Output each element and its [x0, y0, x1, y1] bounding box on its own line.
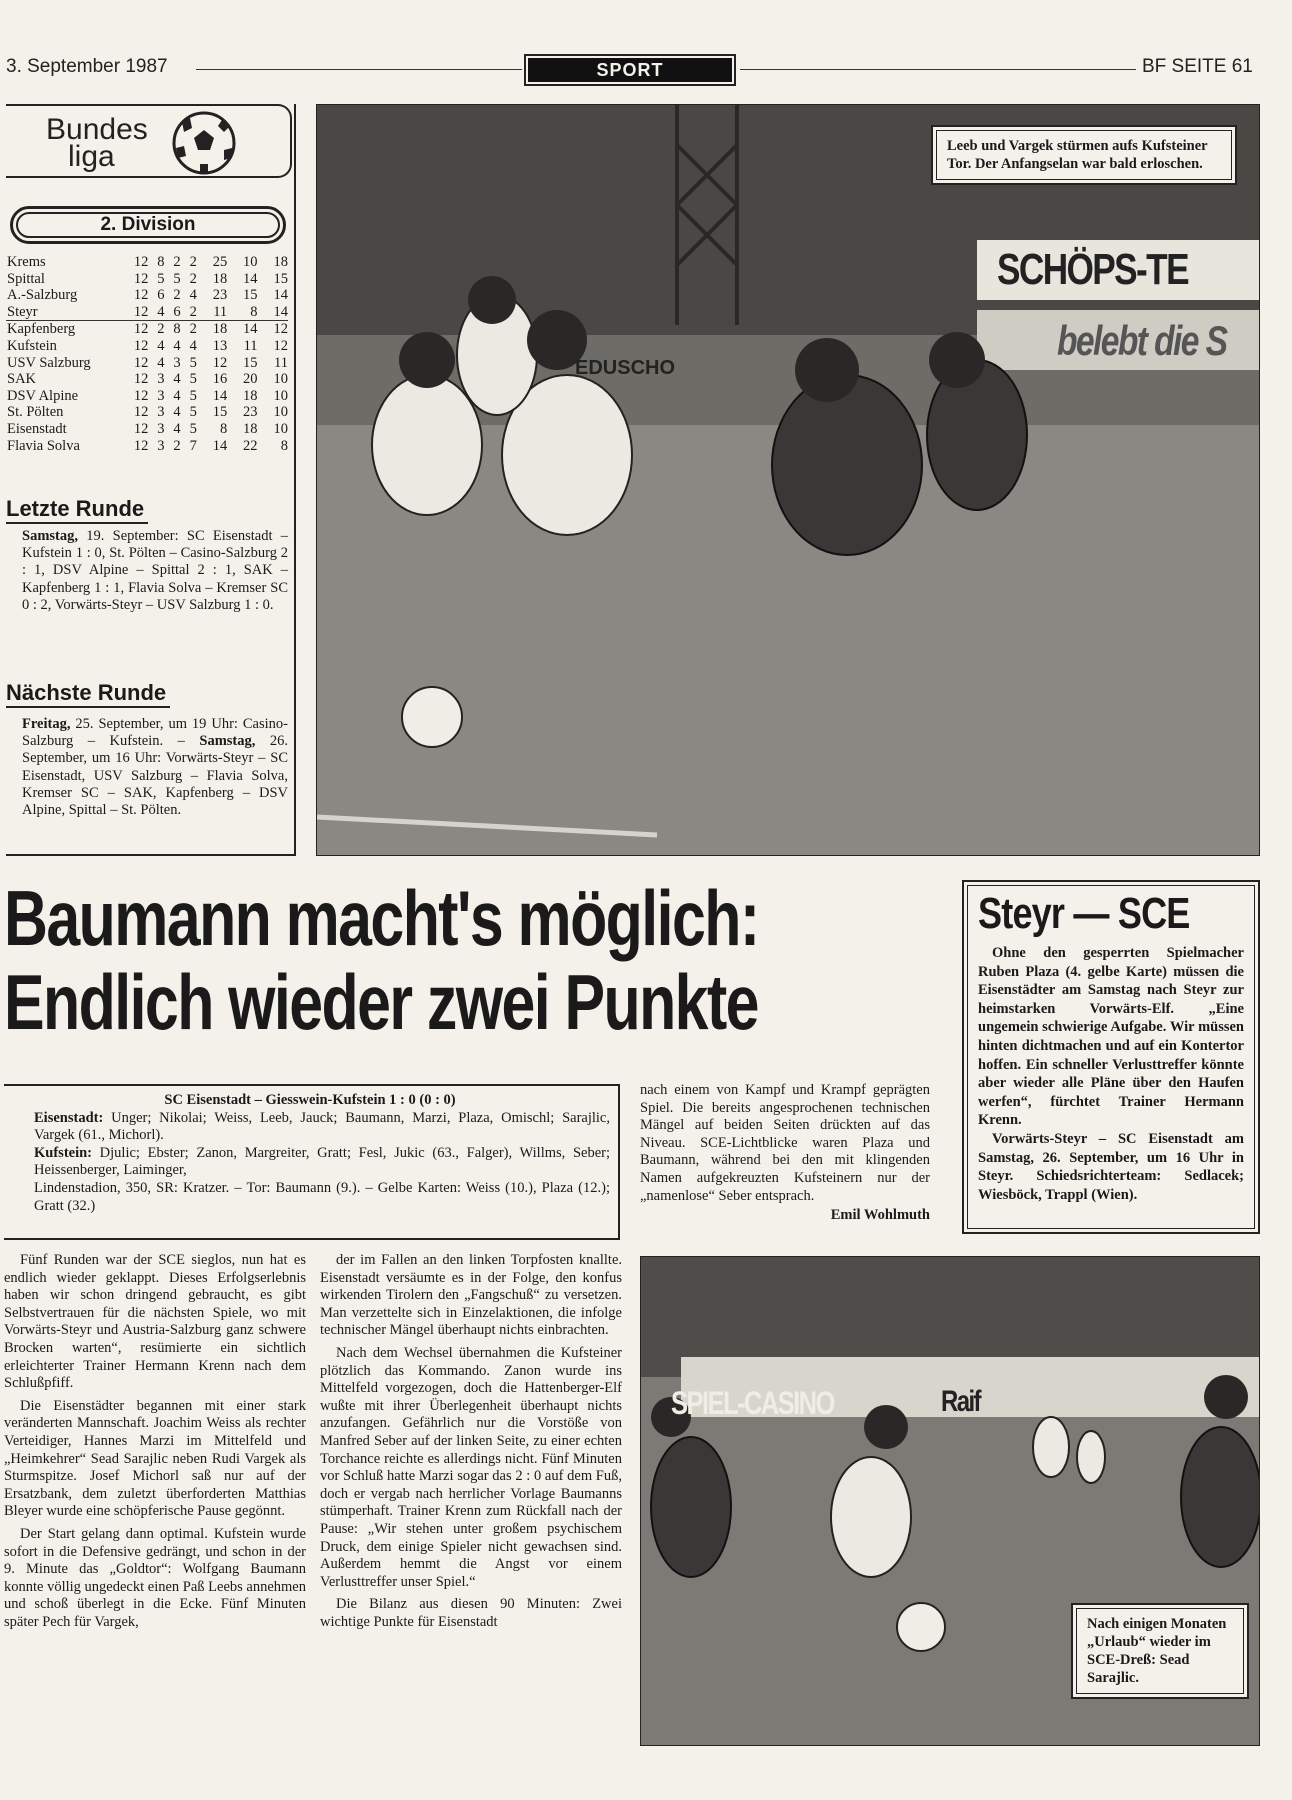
- stat-cell: 3: [157, 404, 165, 421]
- stat-cell: 5: [189, 387, 197, 404]
- stat-cell: 2: [173, 437, 181, 454]
- stat-cell: 5: [189, 354, 197, 371]
- stat-cell: 12: [133, 354, 149, 371]
- article-paragraph: Fünf Runden war der SCE sieglos, nun hat es endlich wieder geklappt. Dieses Erfolgserlebnis haben wir schon dringend gebraucht, es gibt Selbstvertrauen für die nächsten Spiele, wo mit Vorwärts-Steyr und Austria-Salzburg ganz schwere Brocken warten“, resümierte ein sichtlich erleichterter Trainer Hermann Krenn nach dem Schlußpfiff.: [4, 1252, 306, 1392]
- table-row: [6, 321, 288, 338]
- stat-cell: 3: [157, 437, 165, 454]
- stat-cell: 10: [273, 387, 288, 404]
- preview-title: Steyr — SCE: [978, 889, 1190, 938]
- stat-cell: 8: [165, 321, 181, 338]
- stat-cell: 10: [273, 420, 288, 437]
- stat-cell: 8: [280, 437, 288, 454]
- stat-cell: 4: [189, 337, 197, 354]
- lineup-eisenstadt: Eisenstadt: Unger; Nikolai; Weiss, Leeb, Jauck; Baumann, Marzi, Plaza, Omischl; Sarajlic, Vargek (61., Michorl).: [34, 1109, 610, 1144]
- stat-cell: 18: [243, 420, 258, 437]
- stat-cell: 4: [173, 371, 181, 388]
- stat-cell: 4: [173, 404, 181, 421]
- stat-cell: 12: [133, 337, 149, 354]
- article-paragraph: Nach dem Wechsel übernahmen die Kufsteiner plötzlich das Kommando. Zanon wurde ins Mittelfeld vorgezogen, doch die Hattenberger-Elf wußte mit ihrer Überlegenheit überhaupt nichts anzufangen. Gefährlich nur die Vorstöße von Manfred Seber auf der linken Seite, zu einer echten Torchance reichte es allerdings nicht. Fünf Minuten vor Schluß hatte Marzi sogar das 2 : 0 auf dem Fuß, doch er vergab nach herrlicher Vorlage Baumanns stümperhaft. Trainer Krenn zum Rückfall nach der Pause: „Wir stehen unter großem psychischem Druck, dem einige Spieler nicht gewachsen sind. Außerdem hemmt die Angst vor einem Verlusttreffer unser Spiel.“: [320, 1344, 622, 1590]
- stat-cell: 12: [133, 404, 149, 421]
- team-name: Kufstein: [7, 337, 57, 354]
- logo-wordmark: Bundes liga: [46, 113, 148, 173]
- stat-cell: 2: [173, 287, 181, 304]
- article-paragraph: der im Fallen an den linken Torpfosten knallte. Eisenstadt versäumte es in der Folge, den konfus wirkenden Tirolern den „Fangschuß“ zu versetzen. Man verzettelte sich in Einzelaktionen, die infolge technischer Mängel überhaupt nichts einbrachten.: [320, 1252, 622, 1339]
- table-row: [6, 421, 288, 438]
- article-col1: [4, 1252, 306, 1631]
- stat-cell: 18: [273, 254, 288, 270]
- stat-cell: 13: [212, 337, 228, 354]
- stat-cell: 8: [157, 254, 165, 270]
- stat-cell: 23: [212, 287, 228, 304]
- headline-line1: Baumann macht's möglich:: [4, 874, 759, 962]
- stat-cell: 5: [189, 420, 197, 437]
- table-row: [6, 304, 288, 321]
- stat-cell: 12: [133, 254, 149, 270]
- stat-cell: 14: [273, 303, 288, 320]
- team-name: SAK: [7, 371, 37, 388]
- stat-cell: 15: [212, 404, 228, 421]
- stat-cell: 12: [133, 287, 149, 304]
- stat-cell: 4: [173, 420, 181, 437]
- stat-cell: 12: [133, 270, 149, 287]
- team-name: Spittal: [7, 270, 45, 287]
- table-row: [6, 271, 288, 288]
- stat-cell: 3: [157, 371, 165, 388]
- match-result-title: SC Eisenstadt – Giesswein-Kufstein 1 : 0 (0 : 0): [164, 1092, 456, 1108]
- stat-cell: 18: [243, 387, 258, 404]
- article-col3: nach einem von Kampf und Krampf geprägten Spiel. Die bereits angesprochenen technischen Mängel auf beiden Seiten drückten auf das Niveau. SCE-Lichtblicke waren Plaza und Baumann, während bei den mit klingenden Namen aufgekreuzten Kufsteinern nur der „namenlose“ Seber entsprach. Emil Wohlmuth: [640, 1082, 930, 1224]
- division-label: 2. Division: [10, 206, 286, 244]
- stat-cell: 3: [173, 354, 181, 371]
- stat-cell: 12: [133, 303, 149, 320]
- stat-cell: 10: [243, 254, 258, 270]
- stat-cell: 14: [212, 387, 228, 404]
- stat-cell: 2: [181, 321, 197, 338]
- article-paragraph: Die Eisenstädter begannen mit einer stark veränderten Mannschaft. Joachim Weiss als rechter Verteidiger, Hannes Marzi im Mittelfeld und „Heimkehrer“ Sead Sarajlic neben Rudi Vargek als Sturmspitze. Josef Michorl saß nur auf der Ersatzbank, dem zuletzt überforderten Matthias Bleyer wurde eine schöpferische Pause gegönnt.: [4, 1397, 306, 1520]
- stat-cell: 15: [243, 287, 258, 304]
- article-paragraph: Der Start gelang dann optimal. Kufstein wurde sofort in die Defensive gedrängt, und schon in der 9. Minute das „Goldtor“: Wolfgang Baumann konnte völlig ungedeckt einen Paß Leebs annehmen und schoß überlegt in die Ecke. Fünf Minuten später Pech für Vargek,: [4, 1525, 306, 1630]
- team-name: USV Salzburg: [7, 354, 91, 371]
- stat-cell: 6: [173, 303, 181, 320]
- headline-line2: Endlich wieder zwei Punkte: [4, 958, 758, 1046]
- stat-cell: 10: [273, 371, 288, 388]
- section-tag: [524, 54, 736, 86]
- letzte-runde-text: Samstag, 19. September: SC Eisenstadt – Kufstein 1 : 0, St. Pölten – Casino-Salzburg 2 : 1, DSV Alpine – Spittal 2 : 1, SAK – Kapfenberg 1 : 1, Flavia Solva – Kremser SC 0 : 2, Vorwärts-Steyr – USV Salzburg 1 : 0.: [22, 528, 288, 613]
- stat-cell: 3: [157, 420, 165, 437]
- stat-cell: 5: [189, 371, 197, 388]
- table-row: [6, 338, 288, 355]
- standings-table: [6, 254, 288, 454]
- stat-cell: 6: [157, 287, 165, 304]
- stat-cell: 12: [273, 337, 288, 354]
- stat-cell: 4: [173, 387, 181, 404]
- table-row: [6, 404, 288, 421]
- stat-cell: 14: [227, 321, 257, 338]
- lineup-kufstein: Kufstein: Djulic; Ebster; Zanon, Margreiter, Gratt; Fesl, Jukic (63., Falger), Willms, Seber; Heissenberger, Laiminger,: [34, 1144, 610, 1179]
- stat-cell: 14: [273, 287, 288, 304]
- team-name: Flavia Solva: [7, 437, 80, 454]
- letzte-runde-heading: Letzte Runde: [6, 496, 148, 524]
- issue-date: 3. September 1987: [6, 56, 168, 77]
- football-icon: [164, 110, 244, 176]
- standings-sidebar: [6, 104, 296, 856]
- stat-cell: 11: [213, 303, 228, 320]
- stat-cell: 23: [243, 404, 258, 421]
- stat-cell: 2: [173, 254, 181, 270]
- photo-scene-top: [317, 105, 1260, 856]
- team-name: Krems: [7, 254, 46, 270]
- stat-cell: 2: [189, 270, 197, 287]
- preview-box: [962, 880, 1260, 1234]
- stat-cell: 12: [133, 420, 149, 437]
- stat-cell: 12: [133, 437, 149, 454]
- article-paragraph: Die Bilanz aus diesen 90 Minuten: Zwei wichtige Punkte für Eisenstadt: [320, 1596, 622, 1630]
- stat-cell: 12: [133, 371, 149, 388]
- table-row: [6, 287, 288, 304]
- stat-cell: 4: [173, 337, 181, 354]
- author: Emil Wohlmuth: [830, 1207, 930, 1224]
- stat-cell: 2: [189, 254, 197, 270]
- header-rule-right: [740, 69, 1136, 70]
- naechste-runde-text: Freitag, 25. September, um 19 Uhr: Casino-Salzburg – Kufstein. – Samstag, 26. September, um 16 Uhr: Vorwärts-Steyr – SC Eisenstadt, USV Salzburg – Flavia Solva, Kremser SC – SAK, Kapfenberg – DSV Alpine, Spittal – St. Pölten.: [22, 716, 289, 819]
- stat-cell: 18: [197, 321, 227, 338]
- stat-cell: 14: [212, 437, 228, 454]
- match-photo-top: [316, 104, 1260, 856]
- photo-sign-top: SCHÖPS-TE: [997, 245, 1188, 294]
- stat-cell: 5: [157, 270, 165, 287]
- table-row: [6, 388, 288, 405]
- article-col2: [320, 1252, 622, 1631]
- stat-cell: 16: [212, 371, 228, 388]
- photo-sign-raif: Raif: [941, 1385, 980, 1418]
- team-name: St. Pölten: [7, 404, 64, 421]
- table-row: [6, 438, 288, 455]
- stat-cell: 4: [157, 303, 165, 320]
- stat-cell: 12: [133, 387, 149, 404]
- stat-cell: 2: [189, 303, 197, 320]
- preview-text: Ohne den gesperrten Spielmacher Ruben Plaza (4. gelbe Karte) müssen die Eisenstädter am Samstag nach Steyr zur heimstarken Vorwärts-Elf. „Eine ungemein schwierige Aufgabe. Wir müssen hinten dichtmachen und auf ein Kontertor hoffen. Ein schneller Verlusttreffer könnte aber wieder alle Pläne über den Haufen werfen“, fürchtet Trainer Hermann Krenn. Vorwärts-Steyr – SC Eisenstadt am Samstag, 26. September, um 16 Uhr in Steyr. Schiedsrichterteam: Sedlacek; Wiesböck, Trappl (Wien).: [978, 945, 1244, 1203]
- stat-cell: 8: [250, 303, 258, 320]
- stat-cell: 12: [212, 354, 228, 371]
- photo-sign-ad: belebt die S: [1057, 317, 1227, 364]
- stat-cell: 5: [173, 270, 181, 287]
- stat-cell: 11: [243, 337, 258, 354]
- table-row: [6, 371, 288, 388]
- stat-cell: 10: [273, 404, 288, 421]
- stat-cell: 18: [212, 270, 228, 287]
- team-name: A.-Salzburg: [7, 287, 78, 304]
- stat-cell: 14: [243, 270, 258, 287]
- bundesliga-logo: [6, 104, 292, 178]
- page-number: BF SEITE 61: [1142, 56, 1253, 77]
- stat-cell: 3: [157, 387, 165, 404]
- stat-cell: 12: [118, 321, 148, 338]
- stat-cell: 11: [274, 354, 288, 371]
- team-name: Eisenstadt: [7, 420, 67, 437]
- match-result-box: [4, 1084, 620, 1240]
- section-label: SPORT: [528, 58, 732, 82]
- stat-cell: 8: [219, 420, 228, 437]
- stat-cell: 22: [243, 437, 258, 454]
- stat-cell: 12: [258, 321, 288, 338]
- stat-cell: 4: [157, 354, 165, 371]
- table-row: [6, 355, 288, 372]
- team-name: DSV Alpine: [7, 387, 79, 404]
- stat-cell: 4: [157, 337, 165, 354]
- stat-cell: 2: [148, 321, 164, 338]
- stat-cell: 5: [189, 404, 197, 421]
- photo-top-caption: Leeb und Vargek stürmen aufs Kufsteiner Tor. Der Anfangselan war bald erloschen.: [931, 125, 1237, 185]
- photo-sign-casino: SPIEL-CASINO: [671, 1385, 834, 1421]
- match-details: Lindenstadion, 350, SR: Kratzer. – Tor: Baumann (9.). – Gelbe Karten: Weiss (10.), Plaza (12.); Gratt (32.): [34, 1179, 610, 1214]
- stat-cell: 7: [189, 437, 197, 454]
- photo-jersey-text: EDUSCHO: [575, 357, 676, 379]
- stat-cell: 15: [273, 270, 288, 287]
- stat-cell: 25: [212, 254, 228, 270]
- stat-cell: 20: [243, 371, 258, 388]
- naechste-runde-heading: Nächste Runde: [6, 680, 170, 708]
- photo-bottom-caption: Nach einigen Monaten „Urlaub“ wieder im SCE-Dreß: Sead Sarajlic.: [1071, 1603, 1249, 1699]
- team-name: Steyr: [7, 303, 38, 320]
- stat-cell: 4: [189, 287, 197, 304]
- match-photo-bottom: [640, 1256, 1260, 1746]
- table-row: [6, 254, 288, 271]
- stat-cell: 15: [243, 354, 258, 371]
- team-name: Kapfenberg: [6, 321, 118, 338]
- header-rule-left: [196, 69, 522, 70]
